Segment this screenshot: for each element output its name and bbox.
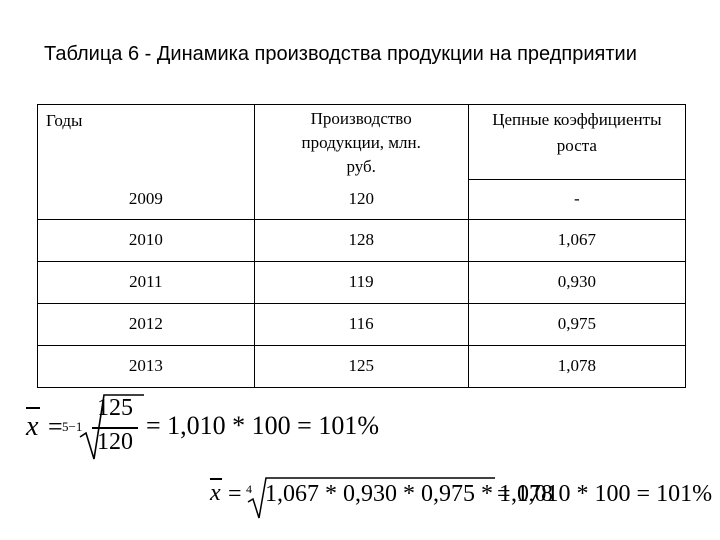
cell-year: 2012 — [38, 303, 255, 345]
table-row — [38, 345, 686, 387]
geometric-mean-formula-1 — [22, 393, 382, 463]
root-index: 5−1 — [62, 419, 83, 434]
cell-year: 2009 — [38, 179, 255, 219]
mean-variable: x — [26, 411, 39, 442]
table-header-row — [38, 105, 686, 180]
cell-coef: 1,078 — [468, 345, 685, 387]
header-coef-line2: роста — [556, 136, 597, 155]
mean-variable: x — [210, 480, 221, 506]
table-row — [38, 261, 686, 303]
fraction-numerator: 125 — [97, 395, 133, 421]
cell-year: 2011 — [38, 261, 255, 303]
cell-production: 120 — [254, 179, 468, 219]
formula-result: = 1,010 * 100 = 101% — [146, 411, 379, 440]
radicand: 1,067 * 0,930 * 0,975 * 1,078 — [265, 481, 553, 507]
equals-sign: = — [228, 481, 242, 507]
cell-coef: 1,067 — [468, 219, 685, 261]
table-row — [38, 219, 686, 261]
header-production-line3: руб. — [346, 157, 376, 176]
cell-production: 128 — [254, 219, 468, 261]
cell-production: 116 — [254, 303, 468, 345]
fraction-denominator: 120 — [97, 429, 133, 455]
geometric-mean-formula-2 — [208, 472, 713, 522]
table-title: Таблица 6 - Динамика производства продукции на предприятии — [44, 43, 637, 65]
cell-coef: - — [468, 179, 685, 219]
header-coef-line1: Цепные коэффициенты — [492, 110, 662, 129]
table-row — [38, 179, 686, 219]
header-chain-coefficients — [468, 105, 685, 180]
production-table — [37, 104, 686, 388]
cell-coef: 0,975 — [468, 303, 685, 345]
header-production-line1: Производство — [310, 109, 412, 128]
header-production — [254, 105, 468, 180]
cell-coef: 0,930 — [468, 261, 685, 303]
header-production-line2: продукции, млн. — [301, 133, 421, 152]
header-years-label: Годы — [46, 111, 83, 130]
cell-production: 125 — [254, 345, 468, 387]
cell-year: 2013 — [38, 345, 255, 387]
formula-result: = 1,010 * 100 = 101% — [497, 481, 713, 507]
mean-bar — [26, 407, 40, 409]
root-index: 4 — [246, 482, 252, 496]
equals-sign: = — [48, 412, 63, 441]
cell-production: 119 — [254, 261, 468, 303]
header-years — [38, 105, 255, 180]
table-row — [38, 303, 686, 345]
cell-year: 2010 — [38, 219, 255, 261]
